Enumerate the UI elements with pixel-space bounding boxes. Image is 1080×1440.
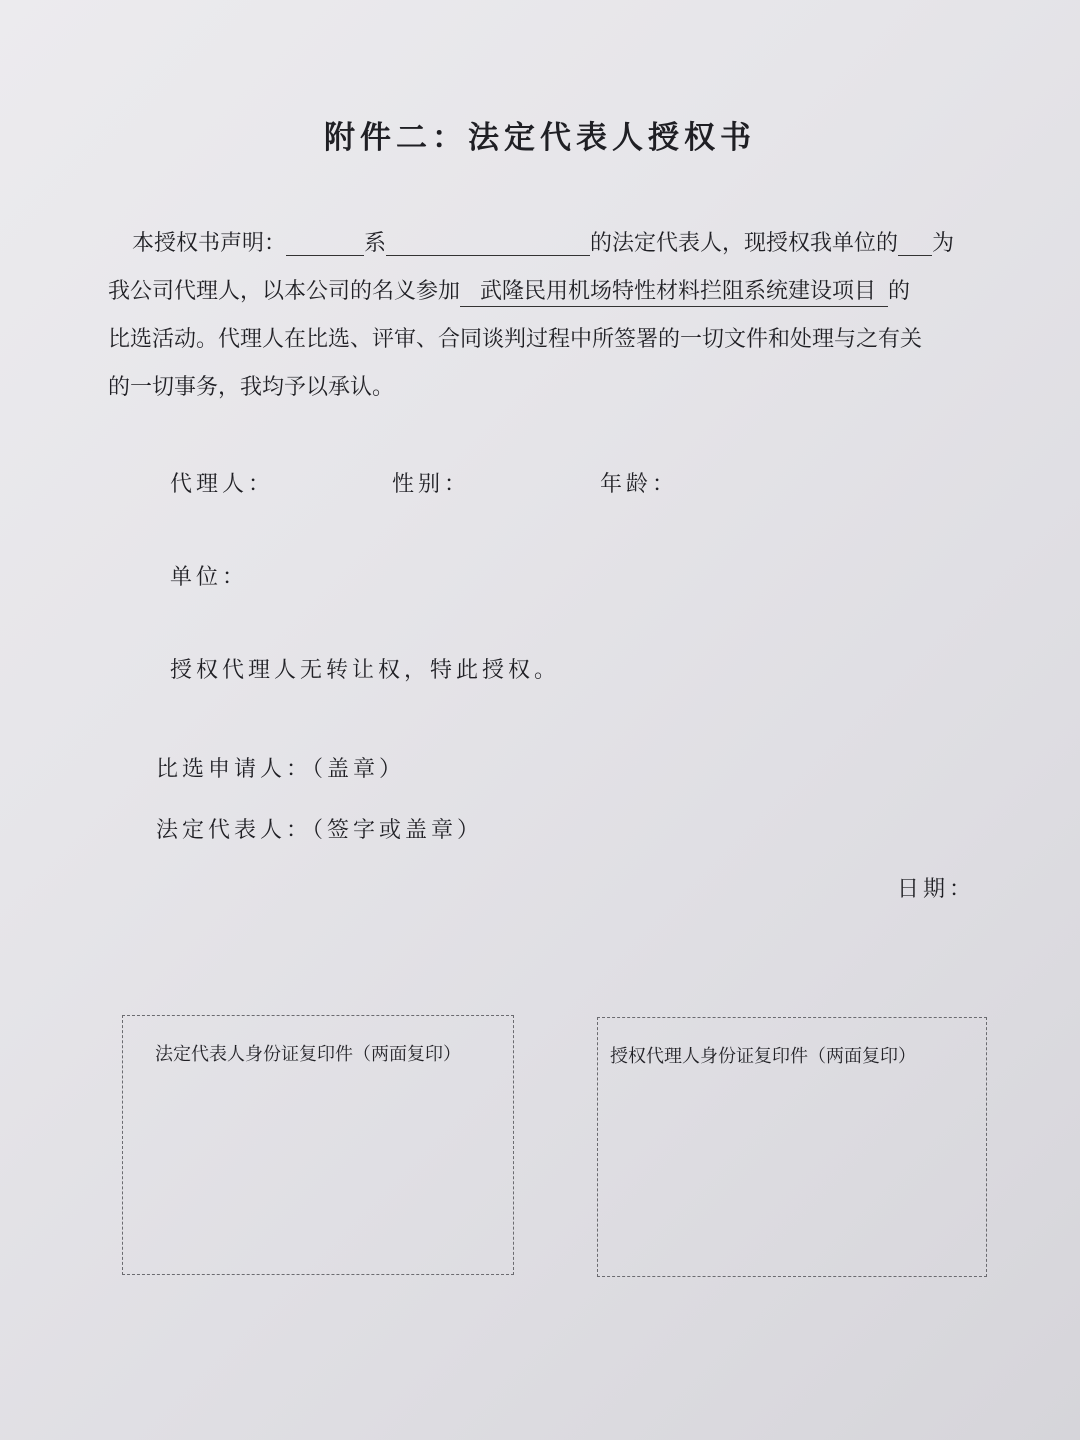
blank-legal-rep-name[interactable] xyxy=(286,225,364,256)
legal-rep-id-copy-box xyxy=(122,1015,514,1275)
agent-id-copy-box xyxy=(597,1017,987,1277)
statement-authorize: 的法定代表人，现授权我单位的 xyxy=(590,231,899,256)
statement-xi: 系 xyxy=(364,231,387,256)
date-label: 日期： xyxy=(897,877,976,902)
agent-id-copy-label: 授权代理人身份证复印件（两面复印） xyxy=(610,1046,916,1067)
authorization-statement xyxy=(108,220,998,412)
statement-de: 的 xyxy=(888,279,911,304)
no-transfer-statement: 授权代理人无转让权，特此授权。 xyxy=(170,658,561,683)
statement-intro: 本授权书声明： xyxy=(132,231,287,256)
agent-label: 代理人： xyxy=(170,472,275,497)
statement-participate: 我公司代理人，以本公司的名义参加 xyxy=(108,279,461,304)
statement-line-1 xyxy=(108,220,998,268)
statement-wei: 为 xyxy=(932,231,955,256)
blank-company-name[interactable] xyxy=(386,225,590,256)
blank-agent-name[interactable] xyxy=(898,225,932,256)
statement-line-4: 的一切事务，我均予以承认。 xyxy=(108,375,395,400)
applicant-seal-label: 比选申请人：（盖章） xyxy=(156,757,406,782)
statement-line-2 xyxy=(108,268,998,316)
document-title: 附件二：法定代表人授权书 xyxy=(324,120,756,156)
age-label: 年龄： xyxy=(600,472,679,497)
project-name: 武隆民用机场特性材料拦阻系统建设项目 xyxy=(460,279,888,307)
statement-line-3: 比选活动。代理人在比选、评审、合同谈判过程中所签署的一切文件和处理与之有关 xyxy=(108,327,923,352)
unit-label: 单位： xyxy=(170,565,249,590)
legal-rep-signature-label: 法定代表人：（签字或盖章） xyxy=(156,818,484,843)
legal-rep-id-copy-label: 法定代表人身份证复印件（两面复印） xyxy=(155,1044,461,1065)
gender-label: 性别： xyxy=(392,472,471,497)
